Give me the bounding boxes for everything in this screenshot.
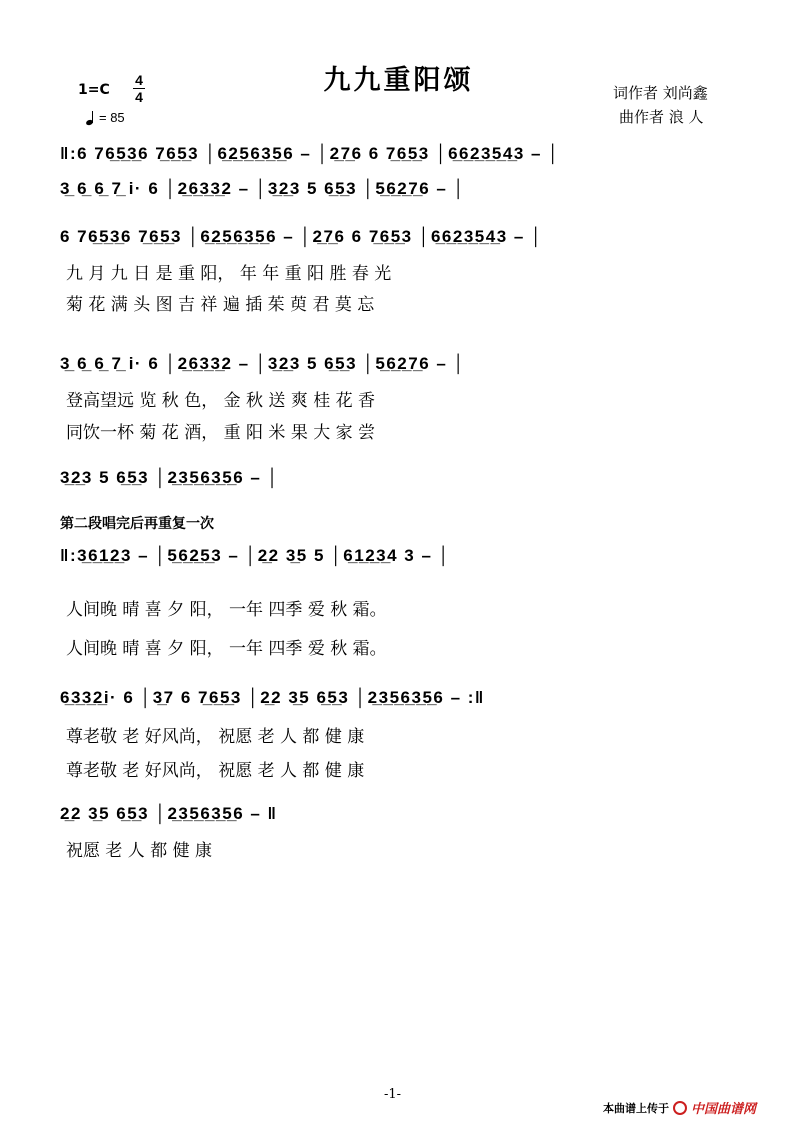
- notation-line-8: 2̲2 3̲5 6̲5̲3 │2̲3̲5̲6̲3̲5̲6 – ‖: [60, 804, 278, 823]
- lyrics-line-4b: 同饮一杯 菊 花 酒， 重 阳 米 果 大 家 尝: [66, 423, 376, 443]
- lyrics-line-8: 祝愿 老 人 都 健 康: [66, 841, 213, 861]
- page-number: -1-: [384, 1087, 402, 1102]
- tempo-marking: [86, 110, 125, 125]
- key-signature: 1=C: [78, 82, 110, 98]
- lyrics-line-3b: 菊 花 满 头 图 吉 祥 遍 插 茱 萸 君 莫 忘: [66, 295, 375, 315]
- tempo-value: = 85: [99, 110, 125, 125]
- site-logo-icon: [673, 1101, 687, 1115]
- upload-text: 本曲谱上传于: [603, 1101, 669, 1115]
- time-signature-bottom: 4: [135, 89, 143, 105]
- notation-line-5: 3̲2̲3 5 6̲5̲3 │2̲3̲5̲6̲3̲5̲6 – │: [60, 468, 280, 487]
- site-name[interactable]: 中国曲谱网: [691, 1102, 757, 1117]
- quarter-note-icon: [86, 111, 96, 125]
- lyrics-line-6b: 人间晚 晴 喜 夕 阳， 一年 四季 爱 秋 霜。: [66, 639, 387, 659]
- notation-line-7: 6̲3̲3̲2̲i· 6 │3̲7 6 7̲6̲5̲3 │2̲2 3̲5 6̲5̲3 │2̲3̲5̲6̲3̲5̲6 – :‖: [60, 688, 485, 707]
- upload-credit: [603, 1098, 756, 1117]
- lyrics-line-4a: 登高望远 览 秋 色， 金 秋 送 爽 桂 花 香: [66, 391, 376, 411]
- lyricist-credit: 词作者 刘尚鑫: [613, 84, 708, 102]
- notation-line-2: 3̲ 6̲ 6̲ 7̲ i· 6 │2̲6̲3̲3̲2 – │3̲2̲3 5 6̲5̲3 │5̲6̲2̲7̲6 – │: [60, 179, 466, 198]
- repeat-instruction: 第二段唱完后再重复一次: [60, 516, 214, 532]
- lyrics-line-3a: 九 月 九 日 是 重 阳， 年 年 重 阳 胜 春 光: [66, 264, 392, 284]
- song-title: 九九重阳颂: [323, 65, 474, 96]
- composer-credit: 曲作者 浪 人: [619, 108, 704, 126]
- notation-line-6: ‖:3̲6̲1̲2̲3 – │5̲6̲2̲5̲3 – │2̲2 3̲5 5 │6̲1̲2̲3̲4 3 – │: [60, 546, 451, 565]
- notation-line-3: 6 76̲5̲3̲6 7̲6̲5̲3 │6̲2̲5̲6̲3̲5̲6 – │2̲7̲6 6 7̲6̲5̲3 │6̲6̲2̲3̲5̲4̲3 – │: [60, 227, 544, 246]
- notation-line-1: ‖:6 76̲5̲3̲6 7̲6̲5̲3 │6̲2̲5̲6̲3̲5̲6 – │2̲7̲6 6 7̲6̲5̲3 │6̲6̲2̲3̲5̲4̲3 – │: [60, 144, 561, 163]
- lyrics-line-7a: 尊老敬 老 好风尚， 祝愿 老 人 都 健 康: [66, 727, 365, 747]
- notation-line-4: 3̲ 6̲ 6̲ 7̲ i· 6 │2̲6̲3̲3̲2 – │3̲2̲3 5 6̲5̲3 │5̲6̲2̲7̲6 – │: [60, 354, 466, 373]
- time-signature: [133, 73, 145, 104]
- lyrics-line-6a: 人间晚 晴 喜 夕 阳， 一年 四季 爱 秋 霜。: [66, 600, 387, 620]
- lyrics-line-7b: 尊老敬 老 好风尚， 祝愿 老 人 都 健 康: [66, 761, 365, 781]
- time-signature-top: 4: [135, 72, 143, 88]
